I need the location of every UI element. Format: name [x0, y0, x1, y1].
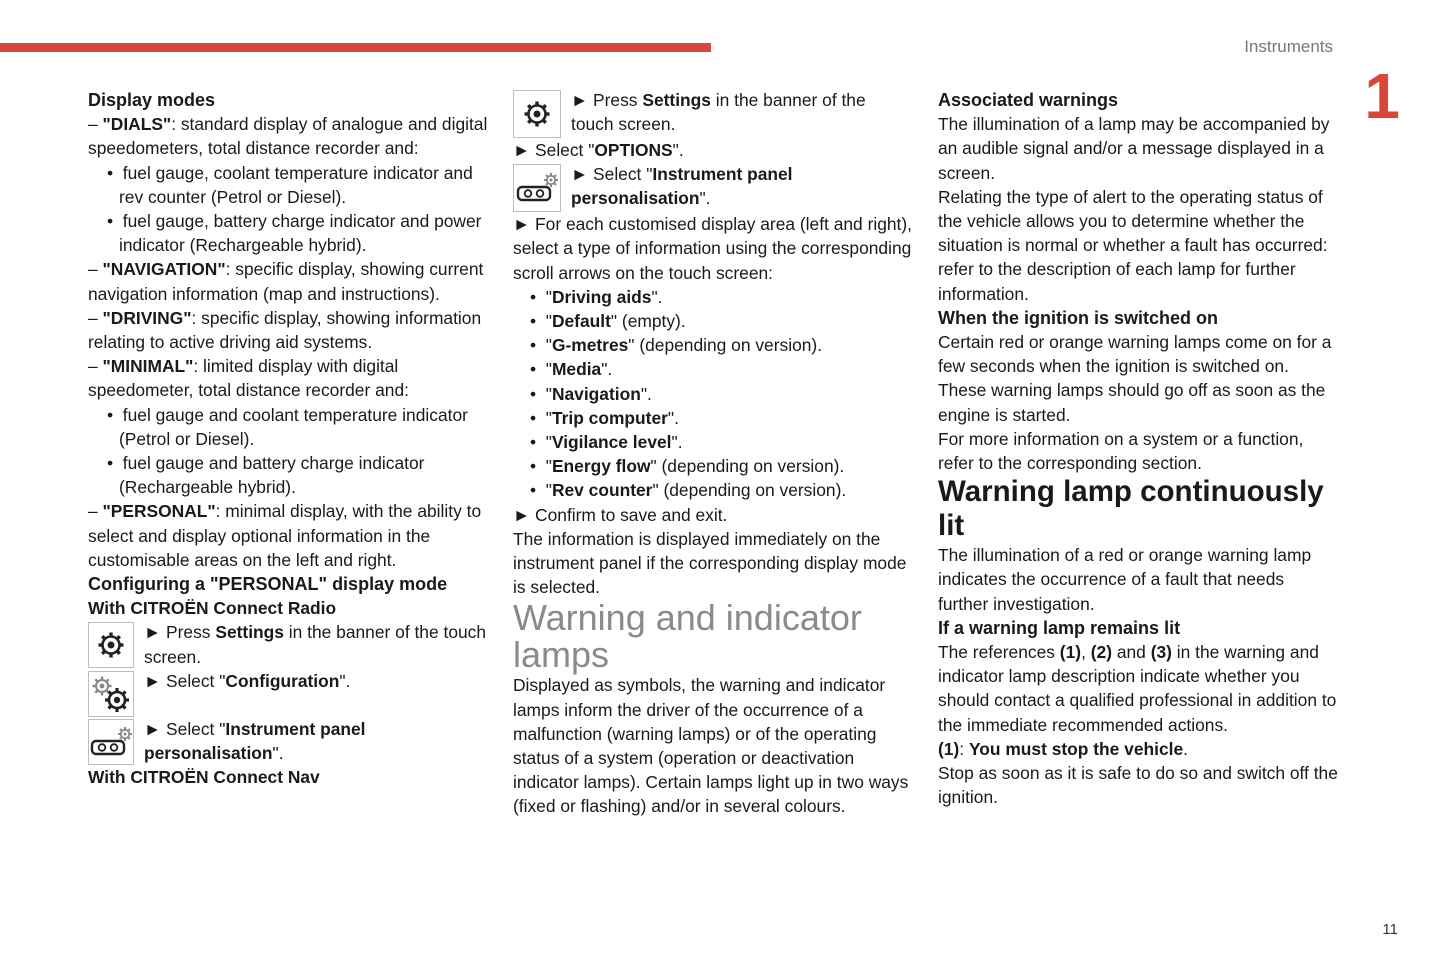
- nav-step-settings: ► Press Settings in the banner of the touch screen.: [513, 88, 913, 138]
- radio-step-settings: ► Press Settings in the banner of the touch screen.: [88, 620, 488, 668]
- configuration-gears-icon: [88, 671, 134, 717]
- continuously-lit-body: The illumination of a red or orange warning lamp indicates the occurrence of a fault that needs further investigation.: [938, 545, 1312, 614]
- ignition-p1: Certain red or orange warning lamps come on for a few seconds when the ignition is switched on. These warning lamps should go off as soon as the engine is started.: [938, 332, 1332, 425]
- list-item: • fuel gauge, battery charge indicator and power indicator (Rechargeable hybrid).: [107, 211, 482, 256]
- confirm-step: ► Confirm to save and exit.: [513, 504, 728, 525]
- stop-vehicle-line: (1): You must stop the vehicle.: [938, 738, 1188, 759]
- instrument-panel-icon: [513, 164, 561, 212]
- list-item: • "Media".: [530, 359, 613, 380]
- list-item: • "G-metres" (depending on version).: [530, 335, 823, 356]
- display-modes-heading: Display modes: [88, 90, 216, 110]
- mode-navigation: – "NAVIGATION": specific display, showing current navigation information (map and instructions).: [88, 259, 484, 304]
- configuring-heading: Configuring a "PERSONAL" display mode: [88, 574, 448, 595]
- ignition-p2: For more information on a system or a function, refer to the corresponding section.: [938, 428, 1304, 474]
- radio-step-instrument-panel: ► Select "Instrument panel personalisation".: [88, 717, 488, 765]
- list-item: • "Driving aids".: [530, 286, 663, 307]
- chapter-number: 1: [1364, 60, 1400, 132]
- mode-driving: – "DRIVING": specific display, showing information relating to active driving aid systems.: [88, 307, 482, 353]
- settings-gear-icon: [88, 622, 134, 668]
- mode-personal: – "PERSONAL": minimal display, with the ability to select and display optional information in the customisable areas on the left and right.: [88, 501, 482, 570]
- nav-step-select-type: ► For each customised display area (left and right), select a type of information using the corresponding scroll arrows on the touch screen:: [513, 214, 913, 283]
- display-info: The information is displayed immediately on the instrument panel if the corresponding display mode is selected.: [513, 528, 907, 598]
- nav-step-instrument-panel: ► Select "Instrument panel personalisation".: [513, 162, 913, 212]
- stop-vehicle-body: Stop as soon as it is safe to do so and switch off the ignition.: [938, 763, 1338, 808]
- column-middle: [513, 88, 913, 819]
- mode-minimal: – "MINIMAL": limited display with digital speedometer, total distance recorder and:: [88, 356, 409, 401]
- connect-radio-heading: With CITROËN Connect Radio: [88, 598, 337, 619]
- remains-lit-heading: If a warning lamp remains lit: [938, 617, 1181, 638]
- list-item: • fuel gauge and coolant temperature indicator (Petrol or Diesel).: [107, 404, 468, 449]
- list-item: • fuel gauge, coolant temperature indicator and rev counter (Petrol or Diesel).: [107, 162, 473, 207]
- warning-indicator-lamps-body: Displayed as symbols, the warning and indicator lamps inform the driver of the occurrence of a malfunction (warning lamps) or of the operating status of a system (operation or deactivation indicator lamps). Certain lamps light up in two ways (fixed or flashing) and/or in several colours.: [513, 675, 909, 817]
- ignition-heading: When the ignition is switched on: [938, 307, 1218, 328]
- associated-warnings-heading: Associated warnings: [938, 90, 1119, 110]
- page-number: 11: [1382, 921, 1398, 938]
- list-item: • "Trip computer".: [530, 407, 679, 428]
- settings-gear-icon: [513, 90, 561, 138]
- list-item: • "Navigation".: [530, 383, 652, 404]
- column-right: [938, 88, 1338, 809]
- connect-nav-heading: With CITROËN Connect Nav: [88, 767, 320, 788]
- list-item: • "Default" (empty).: [530, 311, 686, 332]
- continuously-lit-heading: Warning lamp continuously lit: [938, 475, 1324, 543]
- list-item: • fuel gauge and battery charge indicator (Rechargeable hybrid).: [107, 453, 425, 498]
- column-left: [88, 88, 488, 789]
- instrument-panel-icon: [88, 719, 134, 765]
- associated-warnings-p1: The illumination of a lamp may be accompanied by an audible signal and/or a message displayed in a screen.: [938, 114, 1330, 183]
- nav-step-options: ► Select "OPTIONS".: [513, 140, 684, 160]
- section-title: Instruments: [1244, 37, 1333, 56]
- warning-indicator-lamps-heading: Warning and indicator lamps: [513, 597, 862, 676]
- header-accent-bar: [0, 43, 711, 52]
- associated-warnings-p2: Relating the type of alert to the operating status of the vehicle allows you to determine whether the situation is normal or whether a fault has occurred: refer to the description of each lamp for further information.: [938, 186, 1328, 304]
- mode-dials: – "DIALS": standard display of analogue and digital speedometers, total distance recorder and:: [88, 114, 488, 159]
- references-paragraph: The references (1), (2) and (3) in the warning and indicator lamp description indicate whether you should contact a qualified professional in addition to the immediate recommended actions.: [938, 642, 1337, 735]
- list-item: • "Vigilance level".: [530, 432, 683, 453]
- list-item: • "Energy flow" (depending on version).: [530, 456, 845, 477]
- radio-step-configuration: ► Select "Configuration".: [88, 669, 488, 717]
- list-item: • "Rev counter" (depending on version).: [530, 480, 847, 501]
